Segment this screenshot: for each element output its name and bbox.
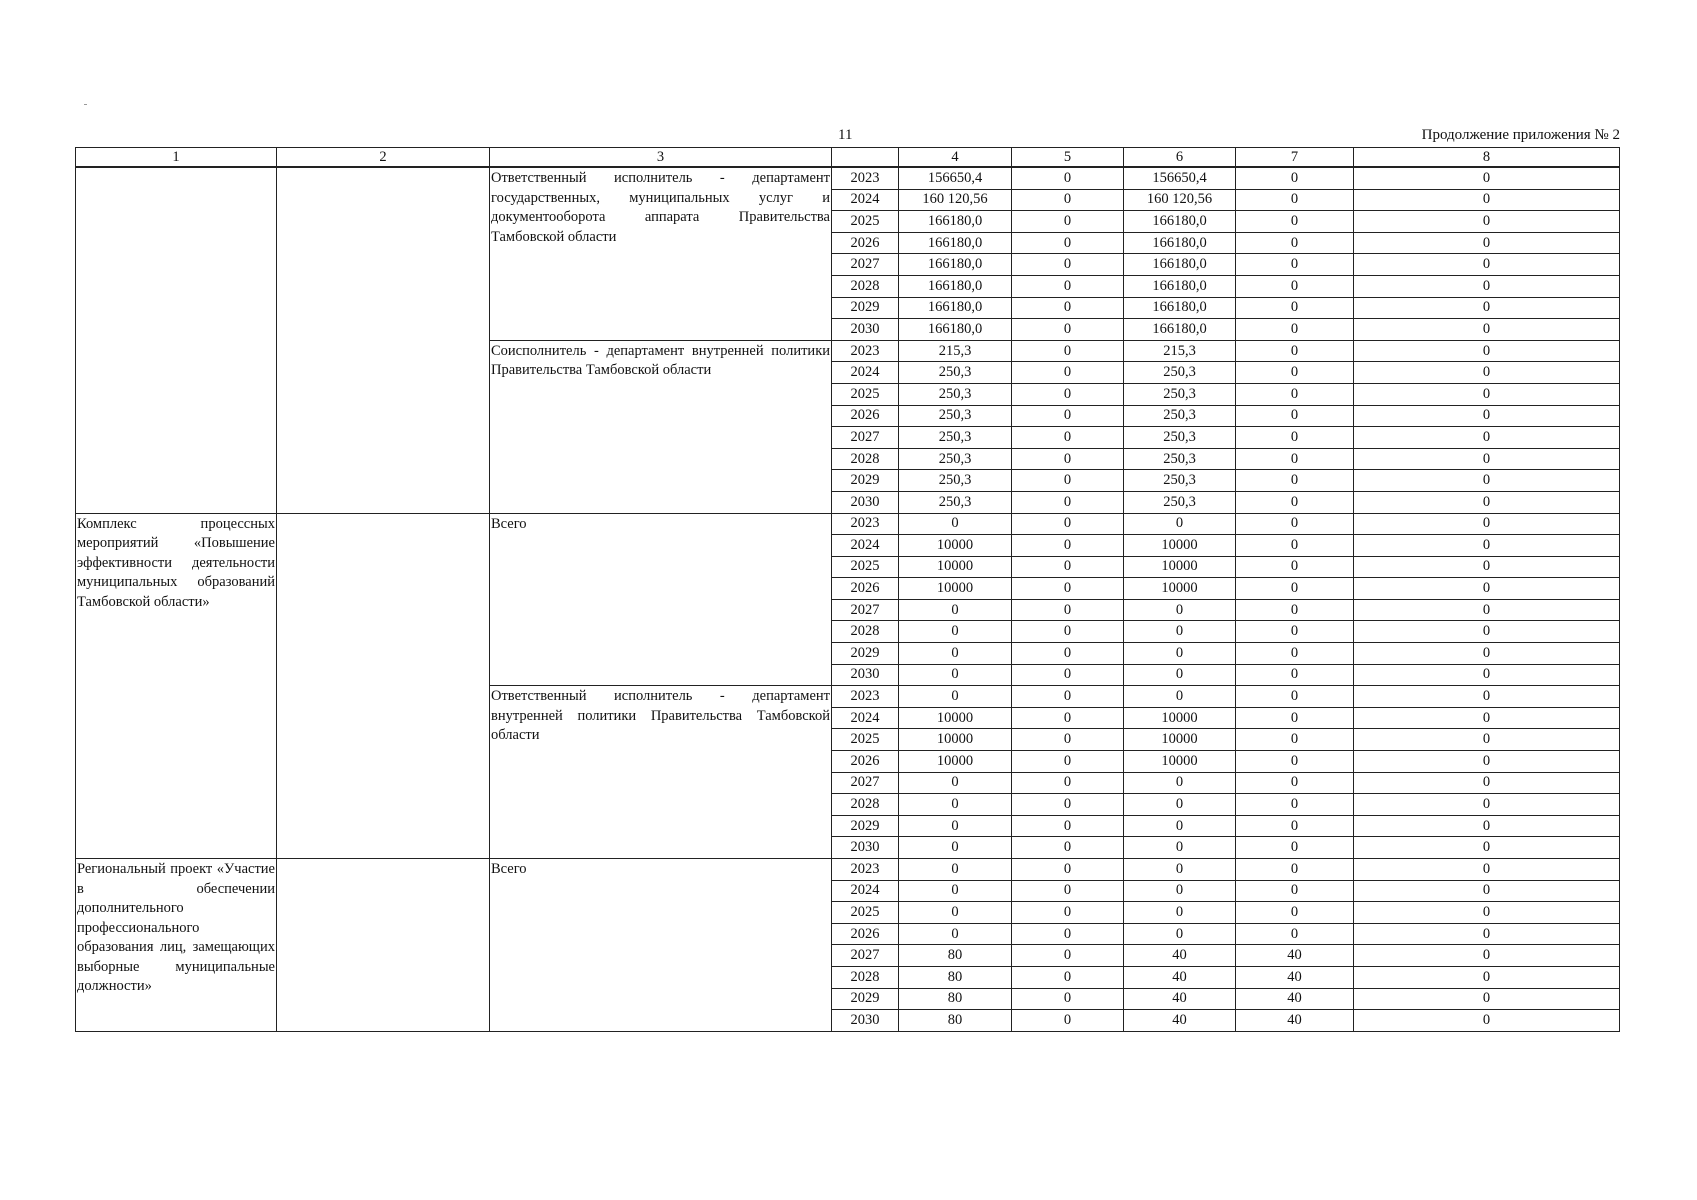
value-col5-cell: 0 (1012, 275, 1124, 297)
value-col6-cell: 0 (1124, 794, 1236, 816)
measure-name-cell: Комплекс процессных мероприятий «Повышение эффективности деятельности муниципальных образований Тамбовской области» (76, 513, 277, 859)
value-col8-cell: 0 (1354, 383, 1620, 405)
value-col8-cell: 0 (1354, 448, 1620, 470)
value-col7-cell: 0 (1236, 362, 1354, 384)
col-header-6: 6 (1124, 148, 1236, 168)
value-col8-cell: 0 (1354, 772, 1620, 794)
year-cell: 2027 (832, 772, 899, 794)
value-col4-cell: 0 (899, 621, 1012, 643)
value-col7-cell: 0 (1236, 340, 1354, 362)
value-col6-cell: 10000 (1124, 707, 1236, 729)
value-col5-cell: 0 (1012, 189, 1124, 211)
value-col7-cell: 0 (1236, 707, 1354, 729)
value-col7-cell: 40 (1236, 1010, 1354, 1032)
col-header-3: 3 (490, 148, 832, 168)
value-col8-cell: 0 (1354, 1010, 1620, 1032)
value-col5-cell: 0 (1012, 167, 1124, 189)
value-col5-cell: 0 (1012, 707, 1124, 729)
value-col7-cell: 0 (1236, 643, 1354, 665)
value-col4-cell: 0 (899, 772, 1012, 794)
value-col6-cell: 0 (1124, 664, 1236, 686)
year-cell: 2027 (832, 945, 899, 967)
value-col8-cell: 0 (1354, 859, 1620, 881)
value-col7-cell: 0 (1236, 621, 1354, 643)
table-row (76, 859, 1620, 881)
year-cell: 2030 (832, 837, 899, 859)
value-col5-cell: 0 (1012, 794, 1124, 816)
value-col4-cell: 166180,0 (899, 297, 1012, 319)
value-col4-cell: 250,3 (899, 491, 1012, 513)
value-col5-cell: 0 (1012, 535, 1124, 557)
value-col5-cell: 0 (1012, 837, 1124, 859)
value-col6-cell: 166180,0 (1124, 297, 1236, 319)
value-col8-cell: 0 (1354, 643, 1620, 665)
year-cell: 2023 (832, 167, 899, 189)
value-col6-cell: 40 (1124, 988, 1236, 1010)
col-header-year (832, 148, 899, 168)
value-col5-cell: 0 (1012, 340, 1124, 362)
value-col6-cell: 250,3 (1124, 427, 1236, 449)
year-cell: 2028 (832, 621, 899, 643)
value-col7-cell: 0 (1236, 923, 1354, 945)
value-col6-cell: 156650,4 (1124, 167, 1236, 189)
value-col6-cell: 10000 (1124, 729, 1236, 751)
value-col7-cell: 0 (1236, 686, 1354, 708)
value-col4-cell: 0 (899, 880, 1012, 902)
value-col4-cell: 160 120,56 (899, 189, 1012, 211)
executor-cell: Всего (490, 859, 832, 1032)
value-col5-cell: 0 (1012, 945, 1124, 967)
value-col8-cell: 0 (1354, 167, 1620, 189)
value-col5-cell: 0 (1012, 319, 1124, 341)
year-cell: 2024 (832, 707, 899, 729)
value-col8-cell: 0 (1354, 232, 1620, 254)
col-header-4: 4 (899, 148, 1012, 168)
value-col6-cell: 10000 (1124, 578, 1236, 600)
value-col8-cell: 0 (1354, 599, 1620, 621)
year-cell: 2027 (832, 427, 899, 449)
value-col4-cell: 10000 (899, 707, 1012, 729)
value-col5-cell: 0 (1012, 643, 1124, 665)
executor-cell: Ответственный исполнитель - департамент государственных, муниципальных услуг и документооборота аппарата Правительства Тамбовской области (490, 167, 832, 340)
value-col4-cell: 10000 (899, 751, 1012, 773)
year-cell: 2029 (832, 815, 899, 837)
value-col5-cell: 0 (1012, 859, 1124, 881)
value-col5-cell: 0 (1012, 815, 1124, 837)
value-col5-cell: 0 (1012, 254, 1124, 276)
value-col7-cell: 0 (1236, 902, 1354, 924)
value-col4-cell: 166180,0 (899, 232, 1012, 254)
value-col7-cell: 0 (1236, 427, 1354, 449)
page-number: 11 (838, 127, 853, 143)
value-col8-cell: 0 (1354, 751, 1620, 773)
value-col5-cell: 0 (1012, 448, 1124, 470)
col-header-1: 1 (76, 148, 277, 168)
value-col5-cell: 0 (1012, 923, 1124, 945)
value-col7-cell: 0 (1236, 535, 1354, 557)
value-col5-cell: 0 (1012, 513, 1124, 535)
value-col8-cell: 0 (1354, 427, 1620, 449)
value-col4-cell: 10000 (899, 535, 1012, 557)
year-cell: 2023 (832, 513, 899, 535)
year-cell: 2029 (832, 988, 899, 1010)
value-col7-cell: 0 (1236, 167, 1354, 189)
value-col4-cell: 166180,0 (899, 211, 1012, 233)
value-col4-cell: 80 (899, 945, 1012, 967)
year-cell: 2029 (832, 297, 899, 319)
measure-name-cell (76, 167, 277, 513)
value-col4-cell: 0 (899, 599, 1012, 621)
scan-speck (84, 104, 87, 105)
value-col6-cell: 166180,0 (1124, 275, 1236, 297)
value-col8-cell: 0 (1354, 297, 1620, 319)
value-col5-cell: 0 (1012, 988, 1124, 1010)
value-col7-cell: 40 (1236, 945, 1354, 967)
year-cell: 2026 (832, 405, 899, 427)
value-col6-cell: 250,3 (1124, 491, 1236, 513)
value-col7-cell: 40 (1236, 966, 1354, 988)
value-col6-cell: 0 (1124, 621, 1236, 643)
value-col6-cell: 250,3 (1124, 448, 1236, 470)
year-cell: 2028 (832, 448, 899, 470)
value-col5-cell: 0 (1012, 211, 1124, 233)
value-col4-cell: 250,3 (899, 383, 1012, 405)
value-col8-cell: 0 (1354, 275, 1620, 297)
value-col7-cell: 0 (1236, 405, 1354, 427)
value-col7-cell: 0 (1236, 491, 1354, 513)
value-col8-cell: 0 (1354, 340, 1620, 362)
value-col4-cell: 166180,0 (899, 275, 1012, 297)
value-col7-cell: 0 (1236, 189, 1354, 211)
value-col6-cell: 0 (1124, 643, 1236, 665)
value-col8-cell: 0 (1354, 535, 1620, 557)
year-cell: 2030 (832, 1010, 899, 1032)
value-col7-cell: 0 (1236, 794, 1354, 816)
value-col6-cell: 250,3 (1124, 405, 1236, 427)
value-col5-cell: 0 (1012, 556, 1124, 578)
column-2-cell (277, 513, 490, 859)
value-col6-cell: 250,3 (1124, 362, 1236, 384)
value-col6-cell: 10000 (1124, 535, 1236, 557)
value-col7-cell: 40 (1236, 988, 1354, 1010)
year-cell: 2025 (832, 729, 899, 751)
year-cell: 2023 (832, 686, 899, 708)
value-col4-cell: 10000 (899, 578, 1012, 600)
value-col8-cell: 0 (1354, 254, 1620, 276)
value-col7-cell: 0 (1236, 751, 1354, 773)
value-col4-cell: 0 (899, 837, 1012, 859)
value-col7-cell: 0 (1236, 470, 1354, 492)
table-body (76, 167, 1620, 1031)
value-col5-cell: 0 (1012, 686, 1124, 708)
table-row (76, 513, 1620, 535)
value-col8-cell: 0 (1354, 729, 1620, 751)
value-col8-cell: 0 (1354, 794, 1620, 816)
value-col8-cell: 0 (1354, 923, 1620, 945)
column-number-row (76, 148, 1620, 168)
year-cell: 2027 (832, 599, 899, 621)
value-col7-cell: 0 (1236, 383, 1354, 405)
value-col5-cell: 0 (1012, 383, 1124, 405)
value-col6-cell: 0 (1124, 923, 1236, 945)
year-cell: 2024 (832, 189, 899, 211)
value-col7-cell: 0 (1236, 772, 1354, 794)
value-col7-cell: 0 (1236, 319, 1354, 341)
value-col6-cell: 166180,0 (1124, 211, 1236, 233)
value-col4-cell: 215,3 (899, 340, 1012, 362)
value-col8-cell: 0 (1354, 578, 1620, 600)
value-col6-cell: 0 (1124, 772, 1236, 794)
year-cell: 2025 (832, 556, 899, 578)
value-col5-cell: 0 (1012, 470, 1124, 492)
value-col7-cell: 0 (1236, 275, 1354, 297)
value-col4-cell: 0 (899, 686, 1012, 708)
value-col7-cell: 0 (1236, 448, 1354, 470)
value-col7-cell: 0 (1236, 513, 1354, 535)
value-col5-cell: 0 (1012, 729, 1124, 751)
value-col8-cell: 0 (1354, 966, 1620, 988)
value-col6-cell: 250,3 (1124, 470, 1236, 492)
value-col4-cell: 10000 (899, 729, 1012, 751)
year-cell: 2030 (832, 319, 899, 341)
value-col4-cell: 0 (899, 815, 1012, 837)
value-col6-cell: 40 (1124, 1010, 1236, 1032)
value-col8-cell: 0 (1354, 319, 1620, 341)
year-cell: 2023 (832, 859, 899, 881)
year-cell: 2025 (832, 383, 899, 405)
year-cell: 2026 (832, 923, 899, 945)
value-col7-cell: 0 (1236, 254, 1354, 276)
value-col5-cell: 0 (1012, 491, 1124, 513)
year-cell: 2028 (832, 794, 899, 816)
value-col5-cell: 0 (1012, 1010, 1124, 1032)
column-2-cell (277, 859, 490, 1032)
value-col4-cell: 250,3 (899, 405, 1012, 427)
value-col7-cell: 0 (1236, 556, 1354, 578)
col-header-2: 2 (277, 148, 490, 168)
value-col7-cell: 0 (1236, 815, 1354, 837)
value-col5-cell: 0 (1012, 751, 1124, 773)
value-col6-cell: 0 (1124, 902, 1236, 924)
value-col7-cell: 0 (1236, 211, 1354, 233)
year-cell: 2024 (832, 880, 899, 902)
value-col5-cell: 0 (1012, 405, 1124, 427)
value-col4-cell: 250,3 (899, 448, 1012, 470)
year-cell: 2028 (832, 275, 899, 297)
year-cell: 2027 (832, 254, 899, 276)
executor-cell: Ответственный исполнитель - департамент внутренней политики Правительства Тамбовской области (490, 686, 832, 859)
value-col4-cell: 0 (899, 902, 1012, 924)
year-cell: 2025 (832, 902, 899, 924)
value-col4-cell: 80 (899, 1010, 1012, 1032)
value-col7-cell: 0 (1236, 599, 1354, 621)
value-col6-cell: 0 (1124, 599, 1236, 621)
value-col5-cell: 0 (1012, 880, 1124, 902)
value-col6-cell: 40 (1124, 966, 1236, 988)
value-col8-cell: 0 (1354, 513, 1620, 535)
value-col6-cell: 40 (1124, 945, 1236, 967)
value-col5-cell: 0 (1012, 772, 1124, 794)
value-col7-cell: 0 (1236, 859, 1354, 881)
value-col4-cell: 250,3 (899, 362, 1012, 384)
value-col7-cell: 0 (1236, 837, 1354, 859)
value-col6-cell: 215,3 (1124, 340, 1236, 362)
value-col4-cell: 0 (899, 794, 1012, 816)
value-col6-cell: 10000 (1124, 751, 1236, 773)
value-col5-cell: 0 (1012, 297, 1124, 319)
value-col6-cell: 0 (1124, 859, 1236, 881)
executor-cell: Соисполнитель - департамент внутренней политики Правительства Тамбовской области (490, 340, 832, 513)
value-col6-cell: 166180,0 (1124, 232, 1236, 254)
value-col4-cell: 0 (899, 923, 1012, 945)
value-col8-cell: 0 (1354, 470, 1620, 492)
value-col6-cell: 250,3 (1124, 383, 1236, 405)
value-col8-cell: 0 (1354, 664, 1620, 686)
value-col4-cell: 166180,0 (899, 319, 1012, 341)
value-col8-cell: 0 (1354, 621, 1620, 643)
col-header-7: 7 (1236, 148, 1354, 168)
value-col4-cell: 250,3 (899, 427, 1012, 449)
value-col7-cell: 0 (1236, 880, 1354, 902)
measure-name-cell: Региональный проект «Участие в обеспечении дополнительного профессионального образования лиц, замещающих выборные муниципальные должности» (76, 859, 277, 1032)
table-row (76, 167, 1620, 189)
value-col8-cell: 0 (1354, 945, 1620, 967)
value-col5-cell: 0 (1012, 621, 1124, 643)
value-col8-cell: 0 (1354, 686, 1620, 708)
value-col6-cell: 10000 (1124, 556, 1236, 578)
value-col4-cell: 80 (899, 966, 1012, 988)
value-col5-cell: 0 (1012, 966, 1124, 988)
value-col5-cell: 0 (1012, 427, 1124, 449)
year-cell: 2025 (832, 211, 899, 233)
value-col4-cell: 0 (899, 859, 1012, 881)
value-col6-cell: 160 120,56 (1124, 189, 1236, 211)
value-col6-cell: 166180,0 (1124, 319, 1236, 341)
col-header-5: 5 (1012, 148, 1124, 168)
value-col8-cell: 0 (1354, 556, 1620, 578)
value-col5-cell: 0 (1012, 664, 1124, 686)
value-col5-cell: 0 (1012, 232, 1124, 254)
value-col4-cell: 10000 (899, 556, 1012, 578)
value-col4-cell: 0 (899, 513, 1012, 535)
value-col8-cell: 0 (1354, 189, 1620, 211)
value-col8-cell: 0 (1354, 988, 1620, 1010)
value-col5-cell: 0 (1012, 599, 1124, 621)
year-cell: 2030 (832, 491, 899, 513)
value-col6-cell: 166180,0 (1124, 254, 1236, 276)
budget-table (75, 147, 1620, 1032)
value-col8-cell: 0 (1354, 491, 1620, 513)
value-col8-cell: 0 (1354, 880, 1620, 902)
value-col6-cell: 0 (1124, 837, 1236, 859)
year-cell: 2026 (832, 232, 899, 254)
value-col7-cell: 0 (1236, 729, 1354, 751)
col-header-8: 8 (1354, 148, 1620, 168)
value-col6-cell: 0 (1124, 513, 1236, 535)
year-cell: 2029 (832, 470, 899, 492)
value-col7-cell: 0 (1236, 664, 1354, 686)
value-col6-cell: 0 (1124, 686, 1236, 708)
value-col5-cell: 0 (1012, 578, 1124, 600)
value-col4-cell: 250,3 (899, 470, 1012, 492)
value-col8-cell: 0 (1354, 837, 1620, 859)
value-col8-cell: 0 (1354, 211, 1620, 233)
year-cell: 2026 (832, 751, 899, 773)
year-cell: 2028 (832, 966, 899, 988)
value-col5-cell: 0 (1012, 902, 1124, 924)
column-2-cell (277, 167, 490, 513)
value-col7-cell: 0 (1236, 232, 1354, 254)
value-col7-cell: 0 (1236, 578, 1354, 600)
year-cell: 2023 (832, 340, 899, 362)
value-col6-cell: 0 (1124, 880, 1236, 902)
value-col6-cell: 0 (1124, 815, 1236, 837)
value-col7-cell: 0 (1236, 297, 1354, 319)
value-col4-cell: 80 (899, 988, 1012, 1010)
executor-cell: Всего (490, 513, 832, 686)
value-col8-cell: 0 (1354, 362, 1620, 384)
year-cell: 2024 (832, 535, 899, 557)
value-col8-cell: 0 (1354, 815, 1620, 837)
value-col8-cell: 0 (1354, 707, 1620, 729)
value-col4-cell: 156650,4 (899, 167, 1012, 189)
year-cell: 2029 (832, 643, 899, 665)
value-col8-cell: 0 (1354, 902, 1620, 924)
continuation-label: Продолжение приложения № 2 (1421, 127, 1620, 143)
year-cell: 2026 (832, 578, 899, 600)
value-col8-cell: 0 (1354, 405, 1620, 427)
year-cell: 2030 (832, 664, 899, 686)
year-cell: 2024 (832, 362, 899, 384)
value-col4-cell: 0 (899, 643, 1012, 665)
value-col5-cell: 0 (1012, 362, 1124, 384)
value-col4-cell: 166180,0 (899, 254, 1012, 276)
value-col4-cell: 0 (899, 664, 1012, 686)
